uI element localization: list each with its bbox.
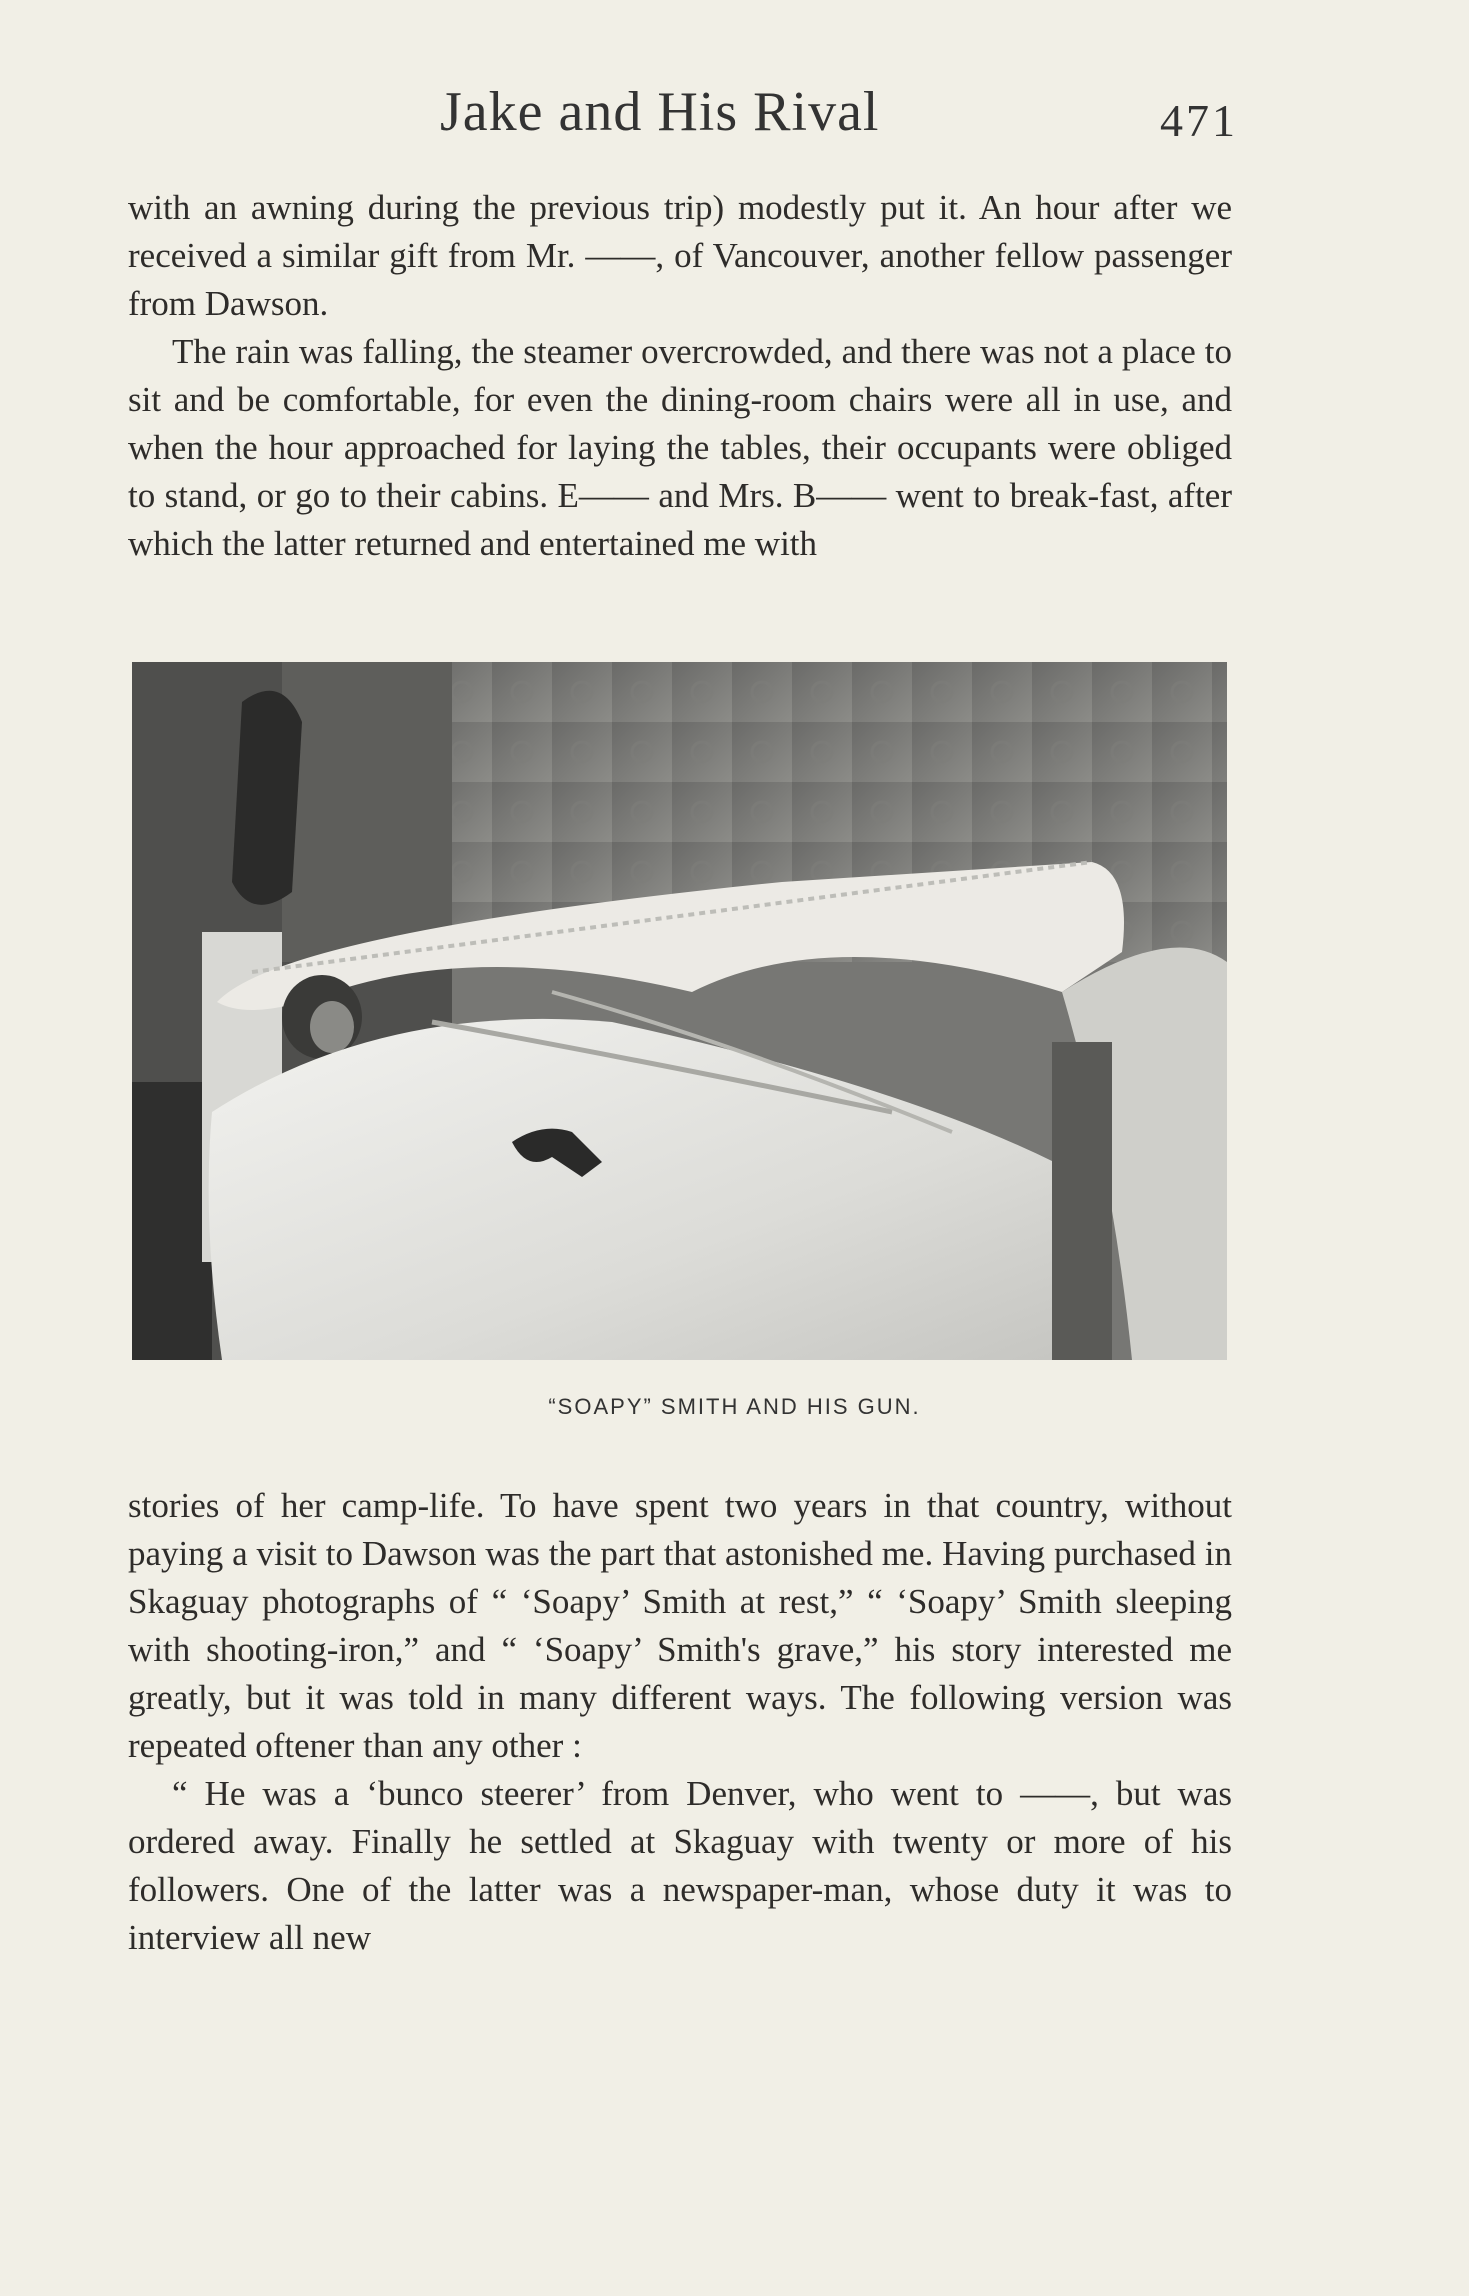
page-header (0, 72, 1469, 152)
top-text-block (128, 184, 1232, 568)
running-title: Jake and His Rival (440, 81, 880, 143)
figure-caption: “SOAPY” SMITH AND HIS GUN. (548, 1394, 921, 1419)
bottom-text-block (128, 1482, 1232, 1962)
figure (132, 662, 1227, 1360)
paragraph: The rain was falling, the steamer overcrowded, and there was not a place to sit and be comfortable, for even the dining-room chairs were all in use, and when the hour approached for laying the tables, their occupants were obliged to stand, or go to their cabins. E—— and Mrs. B—— went to break-fast, after which the latter returned and entertained me with (128, 332, 1232, 563)
photograph (132, 662, 1227, 1360)
page-number: 471 (1160, 95, 1238, 146)
paragraph: with an awning during the previous trip) modestly put it. An hour after we received a similar gift from Mr. ——, of Vancouver, another fellow passenger from Dawson. (128, 188, 1232, 323)
paragraph: “ He was a ‘bunco steerer’ from Denver, who went to ——, but was ordered away. Finally he settled at Skaguay with twenty or more of his followers. One of the latter was a newspaper-man, whose duty it was to interview all new (128, 1774, 1232, 1957)
paragraph: stories of her camp-life. To have spent two years in that country, without paying a visit to Dawson was the part that astonished me. Having purchased in Skaguay photographs of “ ‘Soapy’ Smith at rest,” “ ‘Soapy’ Smith sleeping with shooting-iron,” and “ ‘Soapy’ Smith's grave,” his story interested me greatly, but it was told in many different ways. The following version was repeated oftener than any other : (128, 1486, 1232, 1765)
